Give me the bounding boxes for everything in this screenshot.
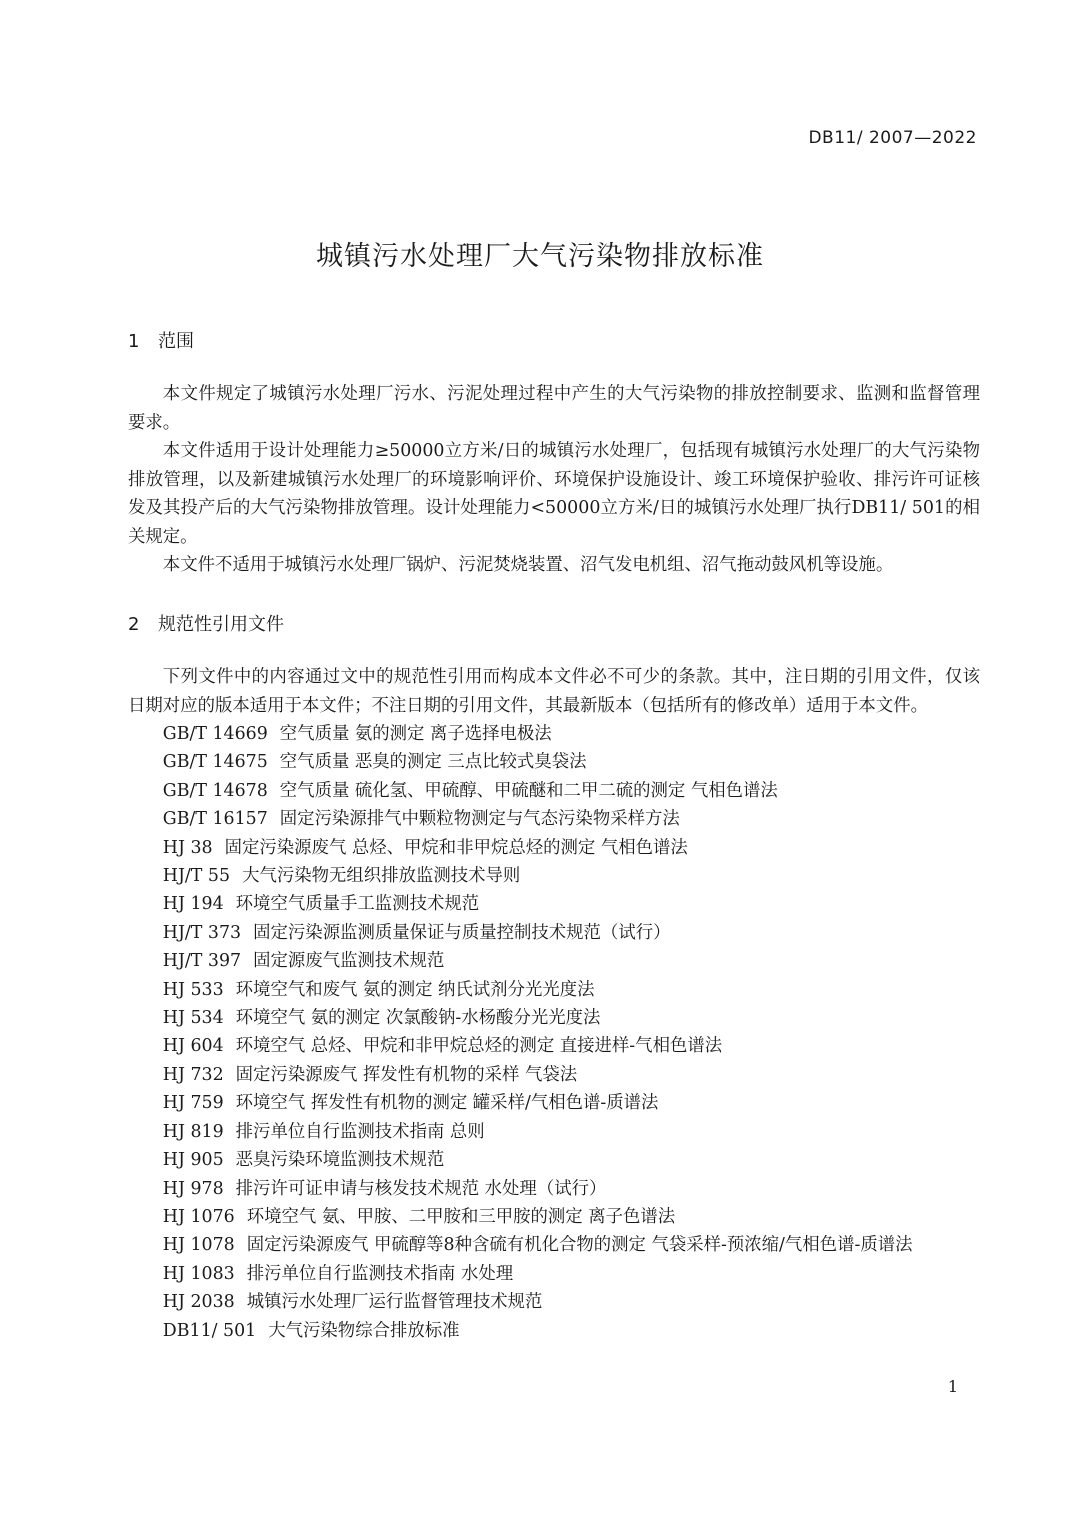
reference-item (128, 1061, 980, 1089)
reference-item (128, 748, 980, 776)
paragraph: 本文件适用于设计处理能力≥50000立方米/日的城镇污水处理厂，包括现有城镇污水处理厂的大气污染物排放管理，以及新建城镇污水处理厂的环境影响评价、环境保护设施设计、竣工环境保护验收、排污许可证核发及其投产后的大气污染物排放管理。设计处理能力<50000立方米/日的城镇污水处理厂执行DB11/ 501的相关规定。 (128, 441, 980, 547)
reference-title: 空气质量 恶臭的测定 三点比较式臭袋法 (279, 752, 587, 773)
section-body-scope (128, 380, 980, 580)
reference-code: HJ 194 (162, 894, 224, 915)
reference-item (128, 947, 980, 975)
reference-code: HJ 1083 (162, 1263, 235, 1284)
section-number: 1 (128, 331, 140, 352)
reference-title: 固定污染源监测质量保证与质量控制技术规范（试行） (253, 922, 671, 943)
section-title: 规范性引用文件 (158, 614, 284, 635)
reference-title: 固定污染源废气 挥发性有机物的采样 气袋法 (235, 1064, 578, 1085)
reference-item (128, 919, 980, 947)
reference-item (128, 720, 980, 748)
paragraph: 下列文件中的内容通过文中的规范性引用而构成本文件必不可少的条款。其中，注日期的引用文件，仅该日期对应的版本适用于本文件；不注日期的引用文件，其最新版本（包括所有的修改单）适用于本文件。 (128, 667, 980, 716)
reference-code: HJ 905 (162, 1150, 224, 1171)
reference-code: HJ 604 (162, 1036, 224, 1057)
reference-code: HJ 759 (162, 1093, 224, 1114)
reference-item (128, 1231, 980, 1259)
reference-code: HJ/T 373 (162, 922, 242, 943)
reference-item (128, 1004, 980, 1032)
standard-code: DB11/ 2007—2022 (808, 128, 977, 148)
reference-item (128, 834, 980, 862)
section-title: 范围 (158, 331, 194, 352)
reference-title: 环境空气 总烃、甲烷和非甲烷总烃的测定 直接进样-气相色谱法 (235, 1036, 723, 1057)
reference-item (128, 1118, 980, 1146)
reference-item (128, 805, 980, 833)
reference-code: HJ/T 55 (162, 866, 231, 887)
reference-code: HJ 1076 (162, 1206, 235, 1227)
reference-item (128, 1260, 980, 1288)
reference-title: 大气污染物综合排放标准 (268, 1320, 460, 1341)
reference-item (128, 1203, 980, 1231)
paragraph: 本文件不适用于城镇污水处理厂锅炉、污泥焚烧装置、沼气发电机组、沼气拖动鼓风机等设施。 (162, 555, 894, 575)
reference-code: GB/T 14678 (162, 780, 268, 801)
reference-title: 城镇污水处理厂运行监督管理技术规范 (246, 1292, 543, 1313)
paragraph: 本文件规定了城镇污水处理厂污水、污泥处理过程中产生的大气污染物的排放控制要求、监测和监督管理要求。 (128, 384, 980, 433)
reference-code: GB/T 14669 (162, 724, 268, 744)
reference-code: HJ 534 (162, 1008, 224, 1029)
reference-code: HJ 533 (162, 979, 224, 1000)
reference-title: 排污单位自行监测技术指南 水处理 (246, 1263, 514, 1284)
reference-item (128, 1146, 980, 1174)
reference-code: HJ/T 397 (162, 951, 242, 972)
reference-title: 空气质量 氨的测定 离子选择电极法 (279, 724, 552, 744)
reference-code: HJ 1078 (162, 1235, 235, 1256)
reference-title: 环境空气 氨的测定 次氯酸钠-水杨酸分光光度法 (235, 1008, 601, 1029)
reference-code: HJ 38 (162, 837, 213, 858)
reference-item (128, 976, 980, 1004)
reference-code: HJ 978 (162, 1178, 224, 1199)
section-number: 2 (128, 614, 140, 635)
document-title: 城镇污水处理厂大气污染物排放标准 (316, 241, 764, 272)
reference-title: 大气污染物无组织排放监测技术导则 (242, 866, 521, 887)
reference-code: GB/T 16157 (162, 809, 268, 830)
reference-title: 环境空气 氨、甲胺、二甲胺和三甲胺的测定 离子色谱法 (246, 1206, 676, 1227)
reference-title: 环境空气质量手工监测技术规范 (235, 894, 480, 915)
reference-list (128, 720, 980, 1345)
reference-code: GB/T 14675 (162, 752, 268, 773)
reference-title: 空气质量 硫化氢、甲硫醇、甲硫醚和二甲二硫的测定 气相色谱法 (279, 780, 778, 801)
reference-title: 固定源废气监测技术规范 (253, 951, 445, 972)
reference-item (128, 1175, 980, 1203)
reference-code: HJ 732 (162, 1064, 224, 1085)
section-heading-scope (128, 327, 194, 353)
reference-item (128, 1288, 980, 1316)
reference-code: HJ 2038 (162, 1292, 235, 1313)
reference-title: 排污单位自行监测技术指南 总则 (235, 1121, 485, 1142)
reference-item (128, 1089, 980, 1117)
reference-title: 固定污染源废气 甲硫醇等8种含硫有机化合物的测定 气袋采样-预浓缩/气相色谱-质谱法 (246, 1235, 913, 1256)
reference-title: 环境空气和废气 氨的测定 纳氏试剂分光光度法 (235, 979, 595, 1000)
section-body-normative-references (128, 663, 980, 1345)
reference-title: 恶臭污染环境监测技术规范 (235, 1150, 445, 1171)
reference-code: HJ 819 (162, 1121, 224, 1142)
page-number: 1 (947, 1377, 958, 1396)
reference-item (128, 862, 980, 890)
reference-item (128, 890, 980, 918)
reference-item (128, 1032, 980, 1060)
reference-title: 环境空气 挥发性有机物的测定 罐采样/气相色谱-质谱法 (235, 1093, 659, 1114)
reference-title: 排污许可证申请与核发技术规范 水处理（试行） (235, 1178, 607, 1199)
reference-item (128, 777, 980, 805)
reference-code: DB11/ 501 (162, 1320, 257, 1341)
reference-title: 固定污染源排气中颗粒物测定与气态污染物采样方法 (279, 809, 680, 830)
section-heading-normative-references (128, 610, 284, 636)
reference-title: 固定污染源废气 总烃、甲烷和非甲烷总烃的测定 气相色谱法 (224, 837, 688, 858)
reference-item (128, 1317, 980, 1345)
